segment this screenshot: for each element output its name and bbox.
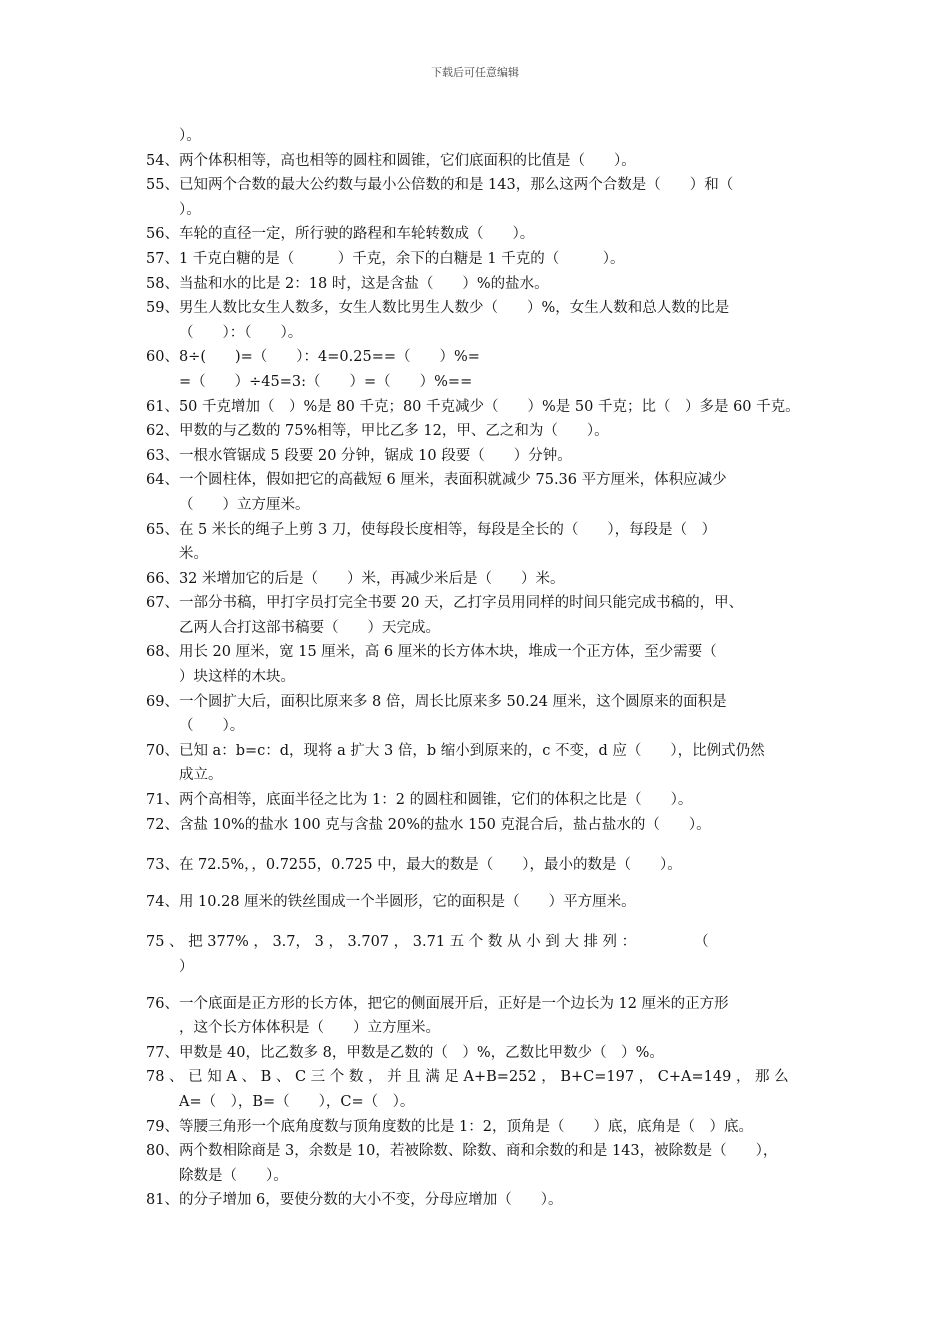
- question-line: 69、一个圆扩大后，面积比原来多 8 倍，周长比原来多 50.24 厘米，这个圆原来的面积是: [146, 693, 727, 710]
- question-line: 72、含盐 10%的盐水 100 克与含盐 20%的盐水 150 克混合后，盐占盐水的（ ）。: [146, 816, 711, 833]
- question-line: 78 、 已 知 A 、 B 、 C 三 个 数 ， 并 且 满 足 A+B=252 ， B+C=197 ， C+A=149 ， 那 么: [146, 1069, 789, 1086]
- question-line: 乙两人合打这部书稿要（ ）天完成。: [179, 619, 440, 636]
- question-line: 73、在 72.5%，，0.7255，0.725 中，最大的数是（ ），最小的数是（ ）。: [146, 857, 682, 874]
- question-line: ）块这样的木块。: [179, 669, 295, 686]
- document-body: [146, 124, 826, 1213]
- question-line: ）。: [179, 201, 201, 218]
- question-line: 59、男生人数比女生人数多，女生人数比男生人数少（ ）%，女生人数和总人数的比是: [146, 300, 730, 317]
- question-line: ）。: [179, 128, 201, 144]
- question-line: ）: [179, 959, 194, 975]
- question-line: 除数是（ ）。: [179, 1167, 288, 1184]
- question-line: 63、一根水管锯成 5 段要 20 分钟，锯成 10 段要（ ）分钟。: [146, 447, 572, 464]
- question-line: 64、一个圆柱体，假如把它的高截短 6 厘米，表面积就减少 75.36 平方厘米，体积应减少: [146, 472, 727, 489]
- question-line: 56、车轮的直径一定，所行驶的路程和车轮转数成（ ）。: [146, 226, 535, 243]
- question-line: 75 、 把 377% ， 3.7， 3 ， 3.707 ， 3.71 五 个 数 从 小 到 大 排 列 ： （: [146, 934, 709, 951]
- question-line: 62、甲数的与乙数的 75%相等，甲比乙多 12，甲、乙之和为（ ）。: [146, 423, 609, 440]
- question-line: 76、一个底面是正方形的长方体，把它的侧面展开后，正好是一个边长为 12 厘米的正方形: [146, 995, 729, 1012]
- question-line: 77、甲数是 40，比乙数多 8，甲数是乙数的（ ）%，乙数比甲数少（ ）%。: [146, 1044, 664, 1061]
- question-line: 79、等腰三角形一个底角度数与顶角度数的比是 1：2，顶角是（ ）底，底角是（ ）底。: [146, 1118, 754, 1135]
- question-line: 71、两个高相等，底面半径之比为 1：2 的圆柱和圆锥，它们的体积之比是（ ）。: [146, 792, 693, 809]
- question-line: =（ ）÷45=3:（ ）=（ ）%==: [179, 373, 473, 390]
- question-line: 74、用 10.28 厘米的铁丝围成一个半圆形，它的面积是（ ）平方厘米。: [146, 893, 636, 910]
- question-line: 61、50 千克增加（ ）%是 80 千克；80 千克减少（ ）%是 50 千克；比（ ）多是 60 千克。: [146, 398, 800, 415]
- question-line: 55、已知两个合数的最大公约数与最小公倍数的和是 143，那么这两个合数是（ ）和（: [146, 177, 734, 194]
- question-line: 米。: [179, 546, 208, 563]
- question-line: 成立。: [179, 767, 223, 784]
- question-line: 80、两个数相除商是 3，余数是 10，若被除数、除数、商和余数的和是 143，被除数是（ ），: [146, 1143, 778, 1160]
- question-line: 81、的分子增加 6，要使分数的大小不变，分母应增加（ ）。: [146, 1192, 563, 1209]
- question-line: （ ）：（ ）。: [179, 324, 303, 341]
- question-line: ，这个长方体体积是（ ）立方厘米。: [179, 1020, 440, 1037]
- question-line: （ ）。: [179, 718, 245, 735]
- question-line: 68、用长 20 厘米，宽 15 厘米，高 6 厘米的长方体木块，堆成一个正方体，至少需要（: [146, 644, 717, 661]
- question-line: 67、一部分书稿，甲打字员打完全书要 20 天，乙打字员用同样的时间只能完成书稿的，甲、: [146, 595, 744, 612]
- question-line: 60、8÷( )=（ ）：4=0.25==（ ）%=: [146, 349, 480, 366]
- question-line: 54、两个体积相等，高也相等的圆柱和圆锥，它们底面积的比值是（ ）。: [146, 152, 636, 169]
- question-line: 70、已知 a：b=c：d，现将 a 扩大 3 倍，b 缩小到原来的，c 不变，d 应（ ），比例式仍然: [146, 742, 765, 759]
- page-header: 下载后可任意编辑: [431, 66, 519, 79]
- question-line: 58、当盐和水的比是 2：18 时，这是含盐（ ）%的盐水。: [146, 275, 549, 292]
- question-line: 65、在 5 米长的绳子上剪 3 刀，使每段长度相等，每段是全长的（ ），每段是（ ）: [146, 521, 717, 538]
- question-line: A=（ ），B=（ ），C=（ ）。: [179, 1093, 415, 1110]
- question-line: （ ）立方厘米。: [179, 496, 310, 513]
- question-line: 66、32 米增加它的后是（ ）米，再减少米后是（ ）米。: [146, 570, 565, 587]
- question-line: 57、1 千克白糖的是（ ）千克，余下的白糖是 1 千克的（ ）。: [146, 250, 625, 267]
